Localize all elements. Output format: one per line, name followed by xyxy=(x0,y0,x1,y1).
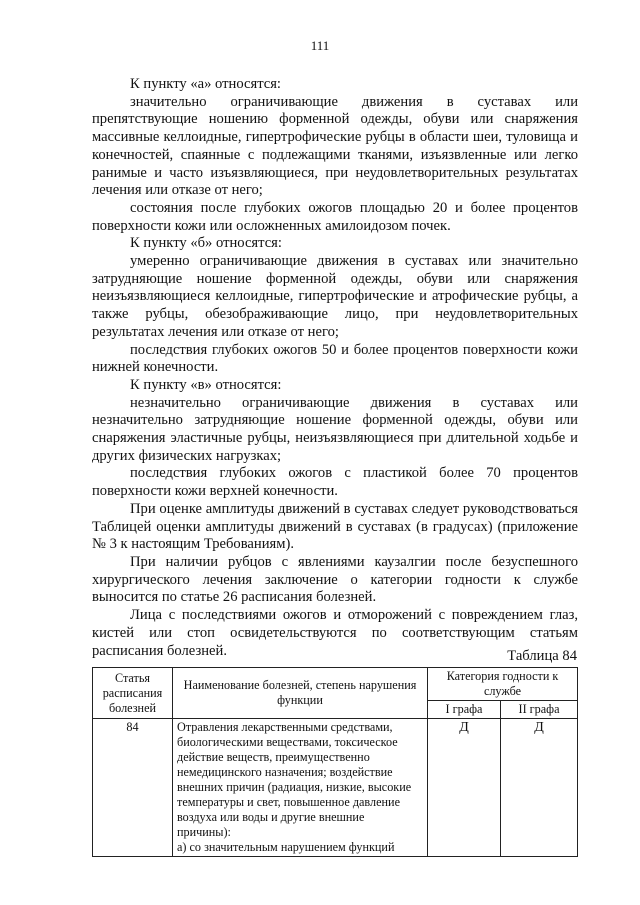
description-line: воздуха или воды и другие внешние xyxy=(177,810,365,824)
row-article: 84 xyxy=(93,719,173,857)
paragraph: К пункту «в» относятся: xyxy=(130,376,282,393)
paragraph: значительно ограничивающие движения в суставах или препятствующие ношению форменной одежды, обуви или снаряжения массивные келлоидные, гипертрофические рубцы в области шеи, туловища и конечностей, спаянные с подлежащими тканями, изъязвленные или легко ранимые и часто изъязвляющиеся, при неудовлетворительных результатах лечения или отказе от него; xyxy=(92,93,578,199)
description-line: Отравления лекарственными средствами, xyxy=(177,720,393,734)
description-line: причины): xyxy=(177,825,231,839)
paragraph: При наличии рубцов с явлениями каузалгии после безуспешного хирургического лечения заключение о категории годности к службе выносится по статье 26 расписания болезней. xyxy=(92,553,578,606)
page-number: 111 xyxy=(310,38,330,53)
table-row xyxy=(93,719,578,857)
header-col1: I графа xyxy=(428,701,501,719)
description-line: биологическими веществами, токсическое xyxy=(177,735,398,749)
description-line: а) со значительным нарушением функций xyxy=(177,840,395,854)
description-line: внешних причин (радиация, низкие, высокие xyxy=(177,780,412,794)
description-line: немедицинского назначения; воздействие xyxy=(177,765,393,779)
row-col1-category: Д xyxy=(428,719,501,857)
header-category: Категория годности к службе xyxy=(428,668,578,701)
paragraph: Лица с последствиями ожогов и отморожений с повреждением глаз, кистей или стоп освидетельствуются по соответствующим статьям расписания болезней. xyxy=(92,607,578,659)
paragraph: К пункту «а» относятся: xyxy=(130,76,281,92)
row-col2-category: Д xyxy=(501,719,578,857)
article-text xyxy=(92,76,578,662)
paragraph: последствия глубоких ожогов с пластикой более 70 процентов поверхности кожи верхней конечности. xyxy=(92,465,578,500)
table-caption: Таблица 84 xyxy=(507,648,577,664)
paragraph: При оценке амплитуды движений в суставах следует руководствоваться Таблицей оценки амплитуды движений в суставах (в градусах) (приложение № 3 к настоящим Требованиям). xyxy=(92,500,578,553)
header-col2: II графа xyxy=(501,701,578,719)
disease-table xyxy=(92,667,578,857)
table-header-row xyxy=(93,668,578,701)
paragraph: состояния после глубоких ожогов площадью 20 и более процентов поверхности кожи или осложненных амилоидозом почек. xyxy=(92,199,578,234)
header-article: Статья расписания болезней xyxy=(93,668,173,719)
description-line: температуры и свет, повышенное давление xyxy=(177,795,400,809)
paragraph: К пункту «б» относятся: xyxy=(130,235,282,252)
row-description xyxy=(173,719,428,857)
header-name: Наименование болезней, степень нарушения функции xyxy=(173,668,428,719)
paragraph: умеренно ограничивающие движения в суставах или значительно затрудняющие ношение форменной одежды, обуви или снаряжения неизъязвляющиеся келлоидные, гипертрофические и атрофические рубцы, а также рубцы, обезображивающие лицо, при неудовлетворительных результатах лечения или отказе от него; xyxy=(92,253,578,340)
description-line: действие веществ, преимущественно xyxy=(177,750,370,764)
paragraph: незначительно ограничивающие движения в суставах или незначительно затрудняющие ношение форменной одежды, обуви или снаряжения эластичные рубцы, неизъязвляющиеся при длительной ходьбе и других физических нагрузках; xyxy=(92,394,578,464)
paragraph: последствия глубоких ожогов 50 и более процентов поверхности кожи нижней конечности. xyxy=(92,341,578,376)
